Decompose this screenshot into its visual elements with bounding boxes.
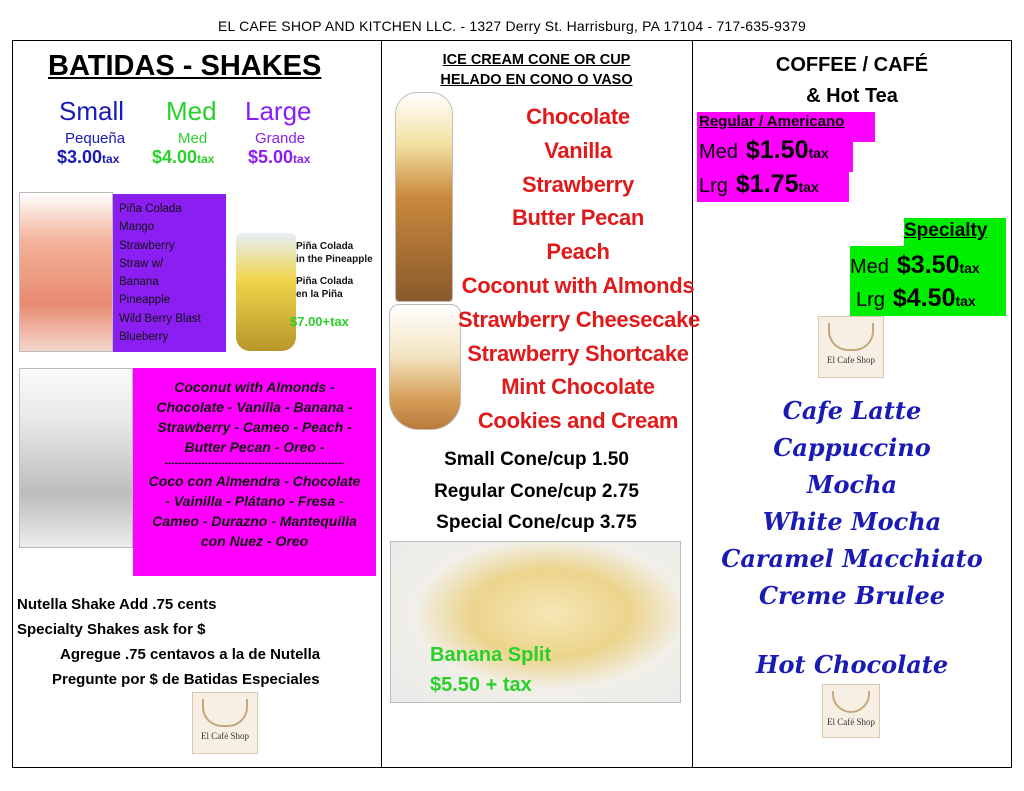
coffee-title: COFFEE / CAFÉ & Hot Tea xyxy=(775,54,929,107)
cafe-logo: El Café Shop xyxy=(822,684,880,738)
list-item: Cookies and Cream xyxy=(477,408,679,434)
ice-cream-cone-photo xyxy=(395,92,453,302)
pina-colada-label: Piña Colada in the Pineapple Piña Colada en la Piña xyxy=(296,241,373,300)
size-small-es: Pequeña xyxy=(65,130,126,147)
regular-lrg-price: Lrg $1.75tax xyxy=(699,170,819,198)
pina-colada-pineapple-photo xyxy=(236,233,296,351)
list-item: Strawberry xyxy=(522,171,634,197)
list-item: Mint Chocolate xyxy=(501,374,655,400)
list-item: Strawberry xyxy=(119,239,175,252)
ice-cream-title: ICE CREAM CONE OR CUP HELADO EN CONO O VASO xyxy=(440,52,633,88)
column-divider-1 xyxy=(381,40,382,768)
fruit-flavor-list xyxy=(113,194,226,352)
price-med: $4.00tax xyxy=(152,147,215,167)
price-small: $3.00tax xyxy=(57,147,120,167)
list-item: Butter Pecan xyxy=(511,205,645,231)
list-item: Creme Brulee xyxy=(758,581,946,610)
specialty-med-price: Med $3.50tax xyxy=(850,251,980,279)
cafe-logo: El Café Shop xyxy=(192,692,258,754)
specialty-label: Specialty xyxy=(904,220,988,241)
batidas-title: BATIDAS - SHAKES xyxy=(48,50,322,82)
list-item: Strawberry Cheesecake xyxy=(458,306,700,332)
list-item: Mocha xyxy=(806,470,898,499)
specialty-lrg-price: Lrg $4.50tax xyxy=(856,284,976,312)
pina-colada-price: $7.00+tax xyxy=(290,314,349,329)
list-item: Peach xyxy=(546,239,610,265)
list-item: Straw w/ xyxy=(119,257,164,270)
list-item: Pineapple xyxy=(119,294,171,307)
list-item: Wild Berry Blast xyxy=(119,312,201,325)
coffee-cup-icon xyxy=(202,699,248,727)
shake-notes: Nutella Shake Add .75 cents Specialty Shakes ask for $ Agregue .75 centavos a la de Nutella Pregunte por $ de Batidas Especiales xyxy=(17,596,321,688)
cafe-logo: El Cafe Shop xyxy=(818,316,884,378)
hot-chocolate-label: Hot Chocolate xyxy=(755,650,949,679)
size-med: Med xyxy=(166,96,217,126)
divider: ------------------------------------------------------ xyxy=(164,458,345,469)
coffee-cup-icon xyxy=(832,691,870,713)
coffee-cup-icon xyxy=(828,323,874,351)
list-item: Strawberry Shortcake xyxy=(467,340,689,366)
list-item: Caramel Macchiato xyxy=(721,544,983,573)
header-address: EL CAFE SHOP AND KITCHEN LLC. - 1327 Derry St. Harrisburg, PA 17104 - 717-635-9379 xyxy=(217,18,807,34)
fruit-shake-photo xyxy=(19,192,113,352)
size-large-es: Grande xyxy=(255,130,306,147)
list-item: Piña Colada xyxy=(119,203,182,215)
list-item: Blueberry xyxy=(119,331,169,344)
cone-price-list: Small Cone/cup 1.50 Regular Cone/cup 2.75 Special Cone/cup 3.75 xyxy=(434,449,639,533)
size-med-es: Med xyxy=(178,130,208,147)
size-large: Large xyxy=(245,96,312,126)
list-item: White Mocha xyxy=(762,507,942,536)
list-item: Banana xyxy=(119,276,159,289)
price-large: $5.00tax xyxy=(248,147,311,167)
shake-flavor-list: Coconut with Almonds - Chocolate - Vanilla - Banana - Strawberry - Cameo - Peach - Butter Pecan - Oreo - ------------------------------------------------------ Coco con Almendra - Chocolate - Vainilla - Plátano - Fresa - Cameo - Durazno - Mantequilla con Nuez - Oreo xyxy=(133,368,376,576)
list-item: Chocolate xyxy=(526,104,630,129)
list-item: Vanilla xyxy=(544,137,612,163)
coffee-drink-list xyxy=(692,392,1012,614)
size-small: Small xyxy=(59,96,125,126)
list-item: Cafe Latte xyxy=(782,396,922,425)
list-item: Coconut with Almonds xyxy=(461,272,695,298)
ice-cream-cup-photo xyxy=(389,304,461,430)
ice-cream-flavor-list xyxy=(458,100,698,438)
cream-shake-photo xyxy=(19,368,133,548)
banana-split-label: Banana Split $5.50 + tax xyxy=(430,644,552,696)
list-item: Cappuccino xyxy=(773,433,931,462)
regular-med-price: Med $1.50tax xyxy=(699,136,829,164)
list-item: Mango xyxy=(119,221,155,234)
regular-americano-label: Regular / Americano xyxy=(699,113,845,130)
